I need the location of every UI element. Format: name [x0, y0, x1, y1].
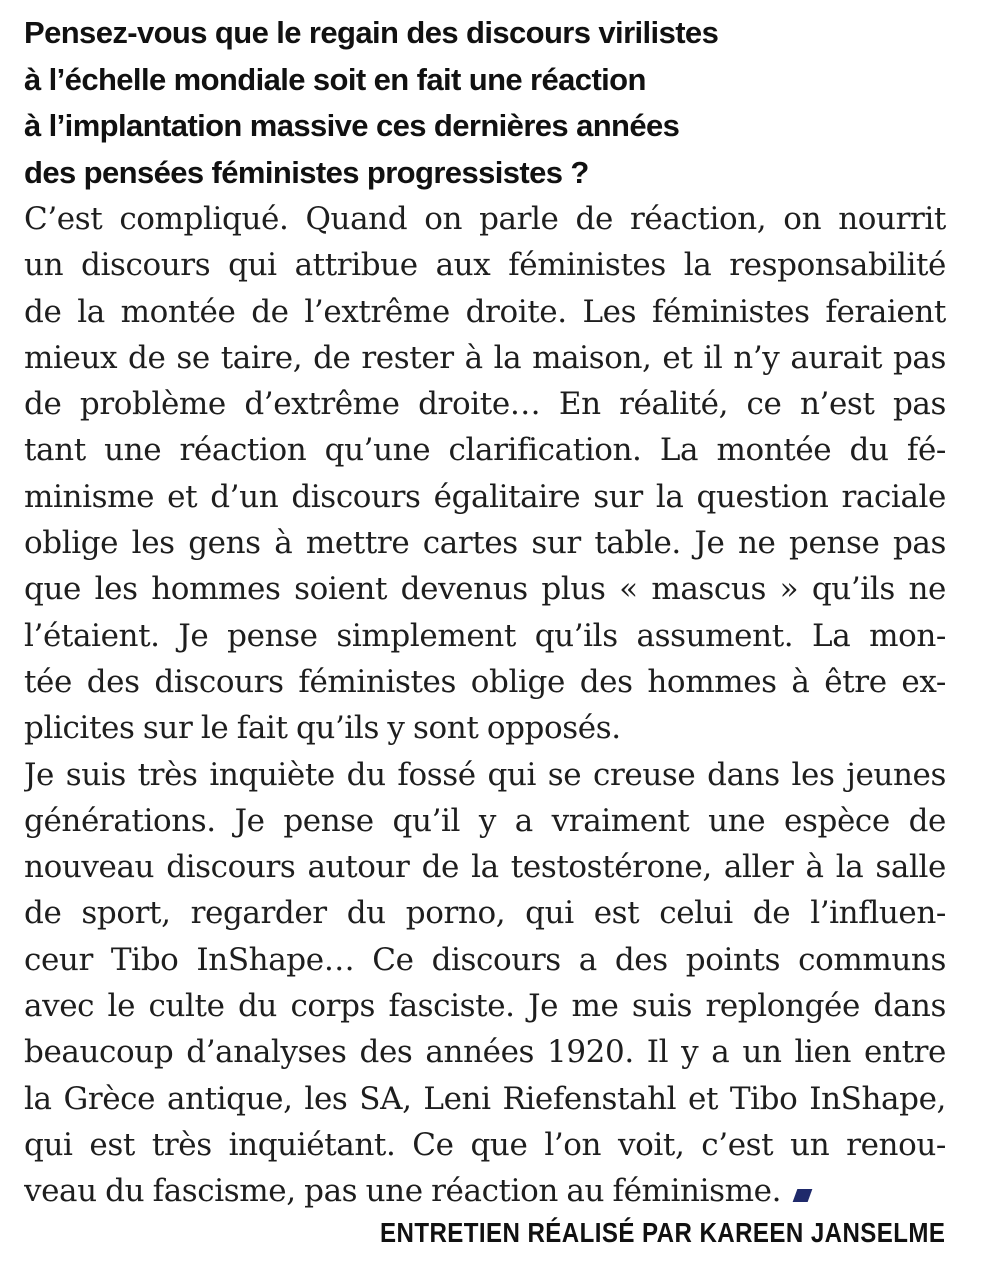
article: [24, 10, 946, 1215]
interview-question: [24, 10, 946, 196]
interview-byline: ENTRETIEN RÉALISÉ PAR KAREEN JANSELME: [379, 1217, 945, 1248]
end-of-article-mark-icon: [793, 1189, 813, 1202]
answer-line: oblige les gens à mettre cartes sur table. Je ne pense pas: [24, 525, 946, 562]
answer-line: de problème d’extrême droite… En réalité, ce n’est pas: [24, 386, 946, 423]
answer-line: l’étaient. Je pense simplement qu’ils assument. La mon-: [24, 617, 946, 654]
interview-answer: [24, 196, 946, 1215]
answer-line: mieux de se taire, de rester à la maison, et il n’y aurait pas: [24, 339, 946, 376]
answer-line: qui est très inquiétant. Ce que l’on voit, c’est un renou-: [24, 1126, 946, 1163]
answer-line-text: veau du fascisme, pas une réaction au féminisme.: [24, 1173, 782, 1210]
answer-line: la Grèce antique, les SA, Leni Riefenstahl et Tibo InShape,: [24, 1080, 946, 1117]
answer-line: de la montée de l’extrême droite. Les féministes feraient: [24, 293, 946, 330]
answer-line: Je suis très inquiète du fossé qui se creuse dans les jeunes: [24, 756, 946, 793]
answer-line: tée des discours féministes oblige des hommes à être ex-: [24, 663, 946, 700]
answer-final-line: [24, 1168, 946, 1214]
answer-line: nouveau discours autour de la testostérone, aller à la salle: [24, 849, 946, 886]
answer-line: tant une réaction qu’une clarification. La montée du fé-: [24, 432, 946, 469]
answer-line: plicites sur le fait qu’ils y sont opposés.: [24, 710, 621, 747]
answer-line: un discours qui attribue aux féministes la responsabilité: [24, 247, 946, 284]
answer-line: avec le culte du corps fasciste. Je me suis replongée dans: [24, 988, 946, 1025]
question-line: à l’implantation massive ces dernières années: [24, 108, 680, 143]
answer-line: C’est compliqué. Quand on parle de réaction, on nourrit: [24, 201, 946, 237]
answer-line: minisme et d’un discours égalitaire sur la question raciale: [24, 478, 946, 515]
answer-line: beaucoup d’analyses des années 1920. Il y a un lien entre: [24, 1034, 946, 1071]
answer-line: de sport, regarder du porno, qui est celui de l’influen-: [24, 895, 946, 932]
answer-line: ceur Tibo InShape… Ce discours a des points communs: [24, 941, 946, 978]
answer-line: générations. Je pense qu’il y a vraiment une espèce de: [24, 802, 946, 839]
question-line: Pensez-vous que le regain des discours virilistes: [24, 15, 719, 50]
question-line: des pensées féministes progressistes ?: [24, 154, 589, 190]
answer-line: que les hommes soient devenus plus « mascus » qu’ils ne: [24, 571, 946, 608]
question-line: à l’échelle mondiale soit en fait une réaction: [24, 61, 646, 97]
